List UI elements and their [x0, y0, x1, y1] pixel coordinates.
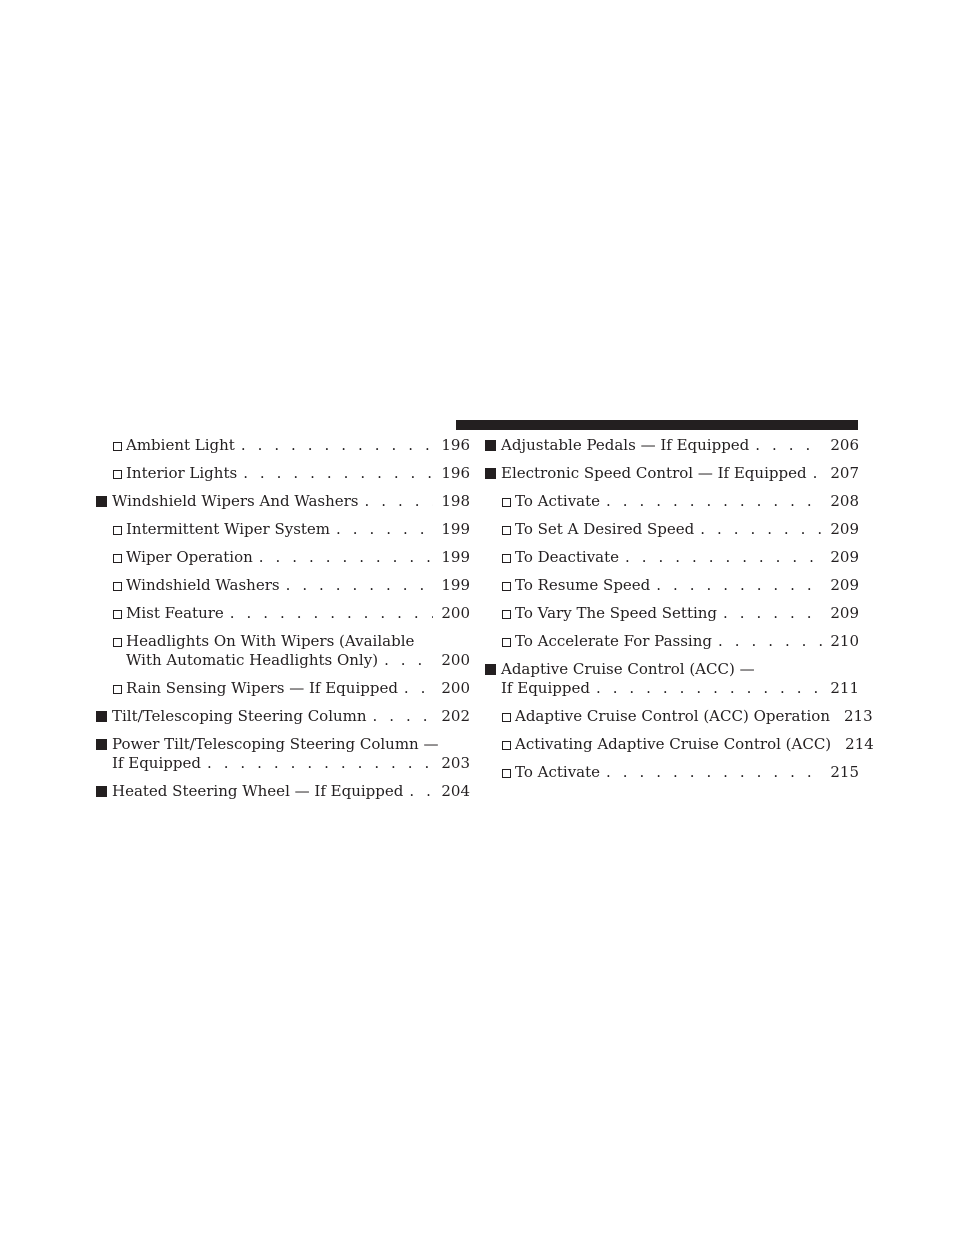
page-number: 213: [844, 707, 873, 725]
page-number: 199: [441, 548, 470, 566]
bullet-marker: [113, 548, 122, 568]
entry-line: [515, 763, 859, 782]
page-number: 200: [441, 604, 470, 622]
dot-leader: [286, 576, 434, 595]
page-number: 209: [830, 548, 859, 566]
page-number: 209: [830, 520, 859, 538]
entry-title: Mist Feature: [126, 604, 224, 622]
entry-text: [94, 604, 470, 623]
page-number: 199: [441, 520, 470, 538]
entry-line: [126, 651, 470, 670]
dot-leader: [243, 464, 433, 483]
page-number: 204: [441, 782, 470, 800]
page-number: 210: [830, 632, 859, 650]
toc-entry[interactable]: [483, 707, 873, 726]
toc-entry[interactable]: [94, 520, 470, 539]
entry-title: Rain Sensing Wipers — If Equipped: [126, 679, 398, 697]
entry-text: [94, 548, 470, 567]
filled-square-bullet-icon: [96, 786, 107, 797]
bullet-marker: [96, 492, 107, 512]
page-number: 207: [830, 464, 859, 482]
dot-leader: [718, 632, 822, 651]
toc-entry[interactable]: [94, 464, 470, 483]
entry-line: [515, 604, 859, 623]
page-number: 211: [830, 679, 859, 697]
toc-right-column: [483, 436, 874, 791]
toc-entry[interactable]: [483, 492, 859, 511]
bullet-marker: [502, 576, 511, 596]
entry-text: [483, 707, 873, 726]
open-square-bullet-icon: [502, 713, 511, 722]
dot-leader: [259, 548, 434, 567]
dot-leader: [656, 576, 822, 595]
entry-text: [94, 707, 470, 726]
entry-line: [501, 464, 859, 483]
page-number: 198: [441, 492, 470, 510]
entry-title: To Activate: [515, 492, 601, 510]
bullet-marker: [113, 679, 122, 699]
toc-entry[interactable]: [94, 679, 470, 698]
entry-text: [483, 735, 874, 754]
entry-title: Interior Lights: [126, 464, 238, 482]
entry-title: Windshield Wipers And Washers: [112, 492, 359, 510]
dot-leader: [404, 679, 433, 698]
filled-square-bullet-icon: [485, 468, 496, 479]
entry-line: [126, 576, 470, 595]
toc-entry[interactable]: [94, 707, 470, 726]
open-square-bullet-icon: [502, 769, 511, 778]
dot-leader: [241, 436, 434, 455]
entry-line: [515, 492, 859, 511]
open-square-bullet-icon: [502, 741, 511, 750]
toc-entry[interactable]: [483, 464, 859, 483]
page-number: 209: [830, 604, 859, 622]
entry-title: To Activate: [515, 763, 601, 781]
bullet-marker: [113, 604, 122, 624]
entry-text: [94, 576, 470, 595]
page-number: 208: [830, 492, 859, 510]
entry-text: [483, 763, 859, 782]
dot-leader: [700, 520, 822, 539]
toc-left-column: [94, 436, 470, 810]
entry-title-line1: Headlights On With Wipers (Available: [126, 632, 415, 650]
entry-text: [483, 604, 859, 623]
entry-text: [483, 576, 859, 595]
toc-entry[interactable]: [483, 632, 859, 651]
entry-line: [501, 679, 859, 698]
entry-text: [483, 520, 859, 539]
dot-leader: [384, 651, 433, 670]
toc-entry[interactable]: [483, 548, 859, 567]
entry-line: [515, 707, 873, 726]
bullet-marker: [96, 782, 107, 802]
entry-text: [483, 632, 859, 651]
entry-text: [94, 492, 470, 511]
open-square-bullet-icon: [502, 638, 511, 647]
page-number: 203: [441, 754, 470, 772]
entry-text: [94, 436, 470, 455]
entry-text: [94, 632, 470, 670]
entry-title: Heated Steering Wheel — If Equipped: [112, 782, 404, 800]
page-number: 202: [441, 707, 470, 725]
filled-square-bullet-icon: [96, 739, 107, 750]
bullet-marker: [485, 660, 496, 680]
page-number: 215: [830, 763, 859, 781]
entry-title-line1: Adaptive Cruise Control (ACC) —: [501, 660, 755, 678]
entry-title: Adaptive Cruise Control (ACC) Operation: [515, 707, 830, 725]
dot-leader: [365, 492, 434, 511]
toc-entry[interactable]: [483, 735, 874, 754]
entry-line: [515, 735, 874, 754]
entry-text: [94, 735, 470, 773]
page-number: 200: [441, 679, 470, 697]
entry-line: [112, 754, 470, 773]
filled-square-bullet-icon: [96, 496, 107, 507]
open-square-bullet-icon: [113, 582, 122, 591]
page-number: 199: [441, 576, 470, 594]
entry-line: [112, 492, 470, 511]
entry-line: [126, 679, 470, 698]
toc-entry[interactable]: [483, 660, 859, 698]
entry-title: Ambient Light: [126, 436, 235, 454]
dot-leader: [373, 707, 434, 726]
bullet-marker: [113, 520, 122, 540]
entry-text: [94, 520, 470, 539]
dot-leader: [336, 520, 433, 539]
entry-line: [112, 782, 470, 801]
entry-line: [126, 520, 470, 539]
bullet-marker: [502, 735, 511, 755]
entry-title: If Equipped: [501, 679, 590, 697]
entry-title: Windshield Washers: [126, 576, 280, 594]
open-square-bullet-icon: [502, 498, 511, 507]
entry-text: [483, 492, 859, 511]
entry-text: [483, 436, 859, 455]
open-square-bullet-icon: [113, 554, 122, 563]
entry-line: [126, 464, 470, 483]
entry-line: [126, 436, 470, 455]
page-number: 209: [830, 576, 859, 594]
entry-line: [126, 604, 470, 623]
toc-entry[interactable]: [94, 632, 470, 670]
dot-leader: [409, 782, 433, 801]
entry-line: [515, 632, 859, 651]
entry-text: [94, 679, 470, 698]
entry-title-line1: Power Tilt/Telescoping Steering Column —: [112, 735, 439, 753]
entry-title: To Set A Desired Speed: [515, 520, 695, 538]
entry-title: To Accelerate For Passing: [515, 632, 712, 650]
entry-line: [126, 548, 470, 567]
entry-line: [501, 436, 859, 455]
open-square-bullet-icon: [113, 685, 122, 694]
dot-leader: [606, 492, 822, 511]
dot-leader: [813, 464, 823, 483]
entry-title: Adjustable Pedals — If Equipped: [501, 436, 750, 454]
dot-leader: [625, 548, 822, 567]
dot-leader: [606, 763, 822, 782]
entry-title: Intermittent Wiper System: [126, 520, 331, 538]
bullet-marker: [113, 576, 122, 596]
bullet-marker: [96, 735, 107, 755]
toc-entry[interactable]: [94, 604, 470, 623]
entry-title: Activating Adaptive Cruise Control (ACC): [515, 735, 832, 753]
entry-line: [515, 576, 859, 595]
entry-text: [483, 548, 859, 567]
toc-entry[interactable]: [483, 520, 859, 539]
page-number: 200: [441, 651, 470, 669]
filled-square-bullet-icon: [485, 664, 496, 675]
bullet-marker: [502, 548, 511, 568]
bullet-marker: [485, 464, 496, 484]
dot-leader: [755, 436, 822, 455]
toc-entry[interactable]: [94, 782, 470, 801]
bullet-marker: [502, 492, 511, 512]
open-square-bullet-icon: [502, 582, 511, 591]
entry-title: Tilt/Telescoping Steering Column: [112, 707, 367, 725]
bullet-marker: [502, 520, 511, 540]
open-square-bullet-icon: [113, 470, 122, 479]
toc-entry[interactable]: [94, 492, 470, 511]
entry-line: [515, 520, 859, 539]
open-square-bullet-icon: [502, 610, 511, 619]
dot-leader: [207, 754, 433, 773]
dot-leader: [230, 604, 434, 623]
toc-entry[interactable]: [94, 735, 470, 773]
entry-title: Wiper Operation: [126, 548, 253, 566]
entry-title: To Resume Speed: [515, 576, 651, 594]
bullet-marker: [502, 604, 511, 624]
entry-title: Electronic Speed Control — If Equipped: [501, 464, 807, 482]
entry-text: [483, 464, 859, 483]
open-square-bullet-icon: [113, 526, 122, 535]
bullet-marker: [502, 763, 511, 783]
bullet-marker: [502, 707, 511, 727]
page-number: 196: [441, 464, 470, 482]
toc-entry[interactable]: [94, 436, 470, 455]
entry-text: [94, 782, 470, 801]
dot-leader: [596, 679, 822, 698]
bullet-marker: [113, 464, 122, 484]
entry-text: [94, 464, 470, 483]
entry-text: [483, 660, 859, 698]
bullet-marker: [485, 436, 496, 456]
entry-line: [515, 548, 859, 567]
bullet-marker: [96, 707, 107, 727]
page-number: 214: [845, 735, 874, 753]
entry-title: With Automatic Headlights Only): [126, 651, 379, 669]
toc-entry[interactable]: [483, 436, 859, 455]
open-square-bullet-icon: [113, 610, 122, 619]
toc-entry[interactable]: [94, 548, 470, 567]
entry-title: To Deactivate: [515, 548, 620, 566]
open-square-bullet-icon: [502, 554, 511, 563]
bullet-marker: [502, 632, 511, 652]
open-square-bullet-icon: [502, 526, 511, 535]
entry-line: [112, 707, 470, 726]
toc-entry[interactable]: [94, 576, 470, 595]
open-square-bullet-icon: [113, 442, 122, 451]
page-number: 196: [441, 436, 470, 454]
entry-title: If Equipped: [112, 754, 201, 772]
filled-square-bullet-icon: [96, 711, 107, 722]
page-number: 206: [830, 436, 859, 454]
toc-entry[interactable]: [483, 763, 859, 782]
open-square-bullet-icon: [113, 638, 122, 647]
toc-entry[interactable]: [483, 576, 859, 595]
section-header-bar: [456, 420, 858, 430]
filled-square-bullet-icon: [485, 440, 496, 451]
dot-leader: [723, 604, 822, 623]
bullet-marker: [113, 632, 122, 652]
toc-entry[interactable]: [483, 604, 859, 623]
bullet-marker: [113, 436, 122, 456]
entry-title: To Vary The Speed Setting: [515, 604, 718, 622]
